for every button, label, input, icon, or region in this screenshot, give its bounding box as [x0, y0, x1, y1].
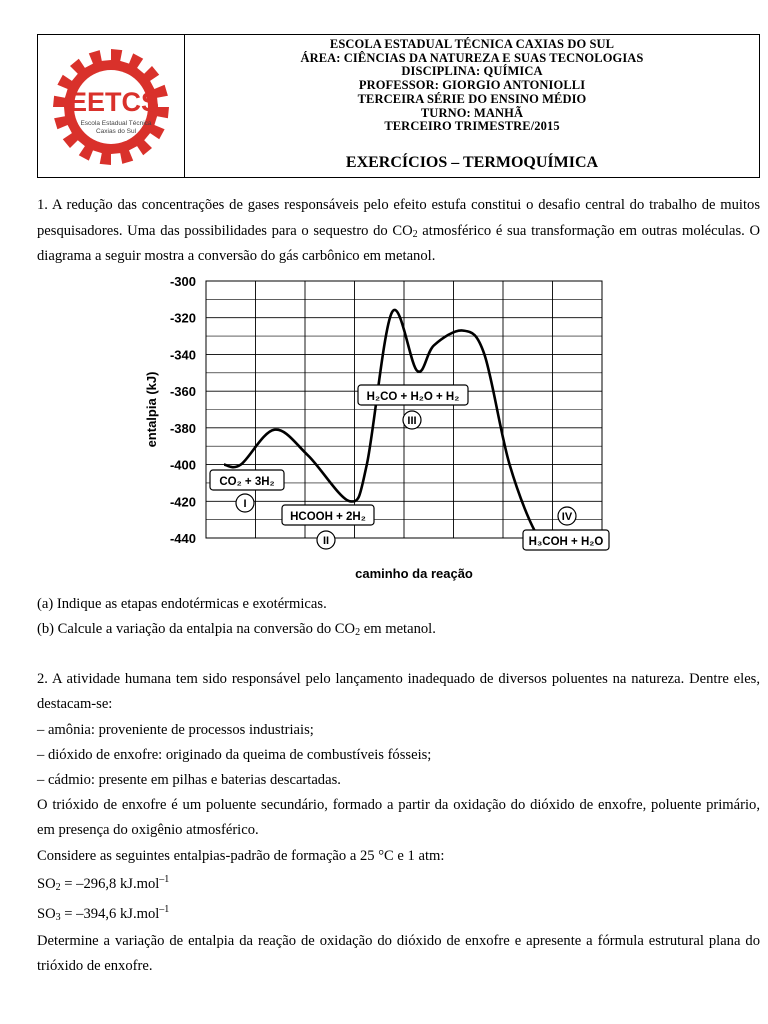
question-1-item-b: (b) Calcule a variação da entalpia na conversão do $CO_2$ em metanol. — [37, 620, 436, 638]
question-2-final: Determine a variação de entalpia da reação de oxidação do dióxido de enxofre e apresente a fórmula estrutural plana do trióxido de enxofre. — [37, 932, 760, 974]
y-tick-label: -360 — [169, 384, 196, 400]
y-tick-label: -400 — [169, 457, 196, 473]
enthalpy-so2: $SO_2 = -296,8$ kJ.mol$^{-1}$ — [37, 873, 170, 893]
bullet-cadmium: – cádmio: presente em pilhas e baterias descartadas. — [37, 771, 341, 788]
y-tick-label: -300 — [169, 274, 196, 289]
header-text — [185, 35, 759, 134]
stage-marker-label: III — [407, 415, 417, 427]
enthalpy-so3: $SO_3 = -394,6$ kJ.mol$^{-1}$ — [37, 903, 170, 923]
species-label: H₃COH + H₂O — [528, 536, 604, 548]
question-2-consider: Considere as seguintes entalpias-padrão de formação a 25 °C e 1 atm: — [37, 847, 445, 864]
enthalpy-chart-svg — [140, 268, 620, 588]
header-line-discipline: DISCIPLINA: QUÍMICA — [401, 64, 543, 79]
bullet-sulfur-dioxide: – dióxido de enxofre: originado da queima de combustíveis fósseis; — [37, 746, 432, 763]
species-label: H₂CO + H₂O + H₂ — [366, 391, 460, 403]
x-axis-label: caminho da reação — [355, 566, 473, 581]
header-line-grade: TERCEIRA SÉRIE DO ENSINO MÉDIO — [357, 91, 587, 106]
y-tick-label: -420 — [169, 494, 196, 510]
question-1-item-a: (a) Indique as etapas endotérmicas e exotérmicas. — [37, 595, 327, 612]
logo-cell — [38, 35, 185, 177]
y-tick-label: -320 — [169, 310, 196, 326]
stage-marker-label: I — [243, 498, 247, 510]
logo-subtext-1: Escola Estadual Técnica — [80, 120, 152, 127]
page-title: EXERCÍCIOS – TERMOQUÍMICA — [345, 154, 599, 171]
header-line-term: TERCEIRO TRIMESTRE/2015 — [384, 119, 560, 134]
bullet-ammonia: – amônia: proveniente de processos industriais; — [37, 721, 314, 738]
stage-marker-label: IV — [561, 511, 573, 523]
enthalpy-profile-line — [224, 310, 560, 544]
y-tick-label: -380 — [169, 420, 196, 436]
question-1-intro: 1. A redução das concentrações de gases responsáveis pelo efeito estufa constitui o desafio central do trabalho de muitos pesquisadores. Uma das possibilidades para o sequestro do $CO_2$ atmosférico é sua transformação em outras moléculas. O diagrama a seguir mostra a conversão do gás carbônico em metanol. — [37, 197, 760, 264]
enthalpy-diagram — [140, 268, 620, 593]
question-2-intro: 2. A atividade humana tem sido responsável pelo lançamento inadequado de diversos poluentes na natureza. Dentre eles, destacam-se: — [37, 670, 760, 712]
header-box — [37, 34, 760, 178]
header-line-shift: TURNO: MANHÃ — [420, 105, 524, 120]
header-line-school: ESCOLA ESTADUAL TÉCNICA CAXIAS DO SUL — [329, 37, 615, 51]
logo-text: EETCS — [68, 87, 160, 117]
y-tick-label: -440 — [169, 531, 196, 546]
school-logo — [38, 35, 184, 177]
y-tick-label: -340 — [169, 347, 196, 363]
header-line-area: ÁREA: CIÊNCIAS DA NATUREZA E SUAS TECNOLOGIAS — [300, 50, 644, 65]
question-2-paragraph: O trióxido de enxofre é um poluente secundário, formado a partir da oxidação do dióxido de enxofre, poluente primário, em presença do oxigênio atmosférico. — [37, 796, 760, 838]
species-label: HCOOH + 2H₂ — [290, 511, 366, 523]
species-label: CO₂ + 3H₂ — [219, 476, 275, 488]
header-line-professor: PROFESSOR: GIORGIO ANTONIOLLI — [358, 78, 586, 93]
y-axis-label: entalpia (kJ) — [144, 371, 159, 448]
stage-marker-label: II — [322, 535, 330, 547]
logo-subtext-2: Caxias do Sul — [95, 128, 137, 135]
